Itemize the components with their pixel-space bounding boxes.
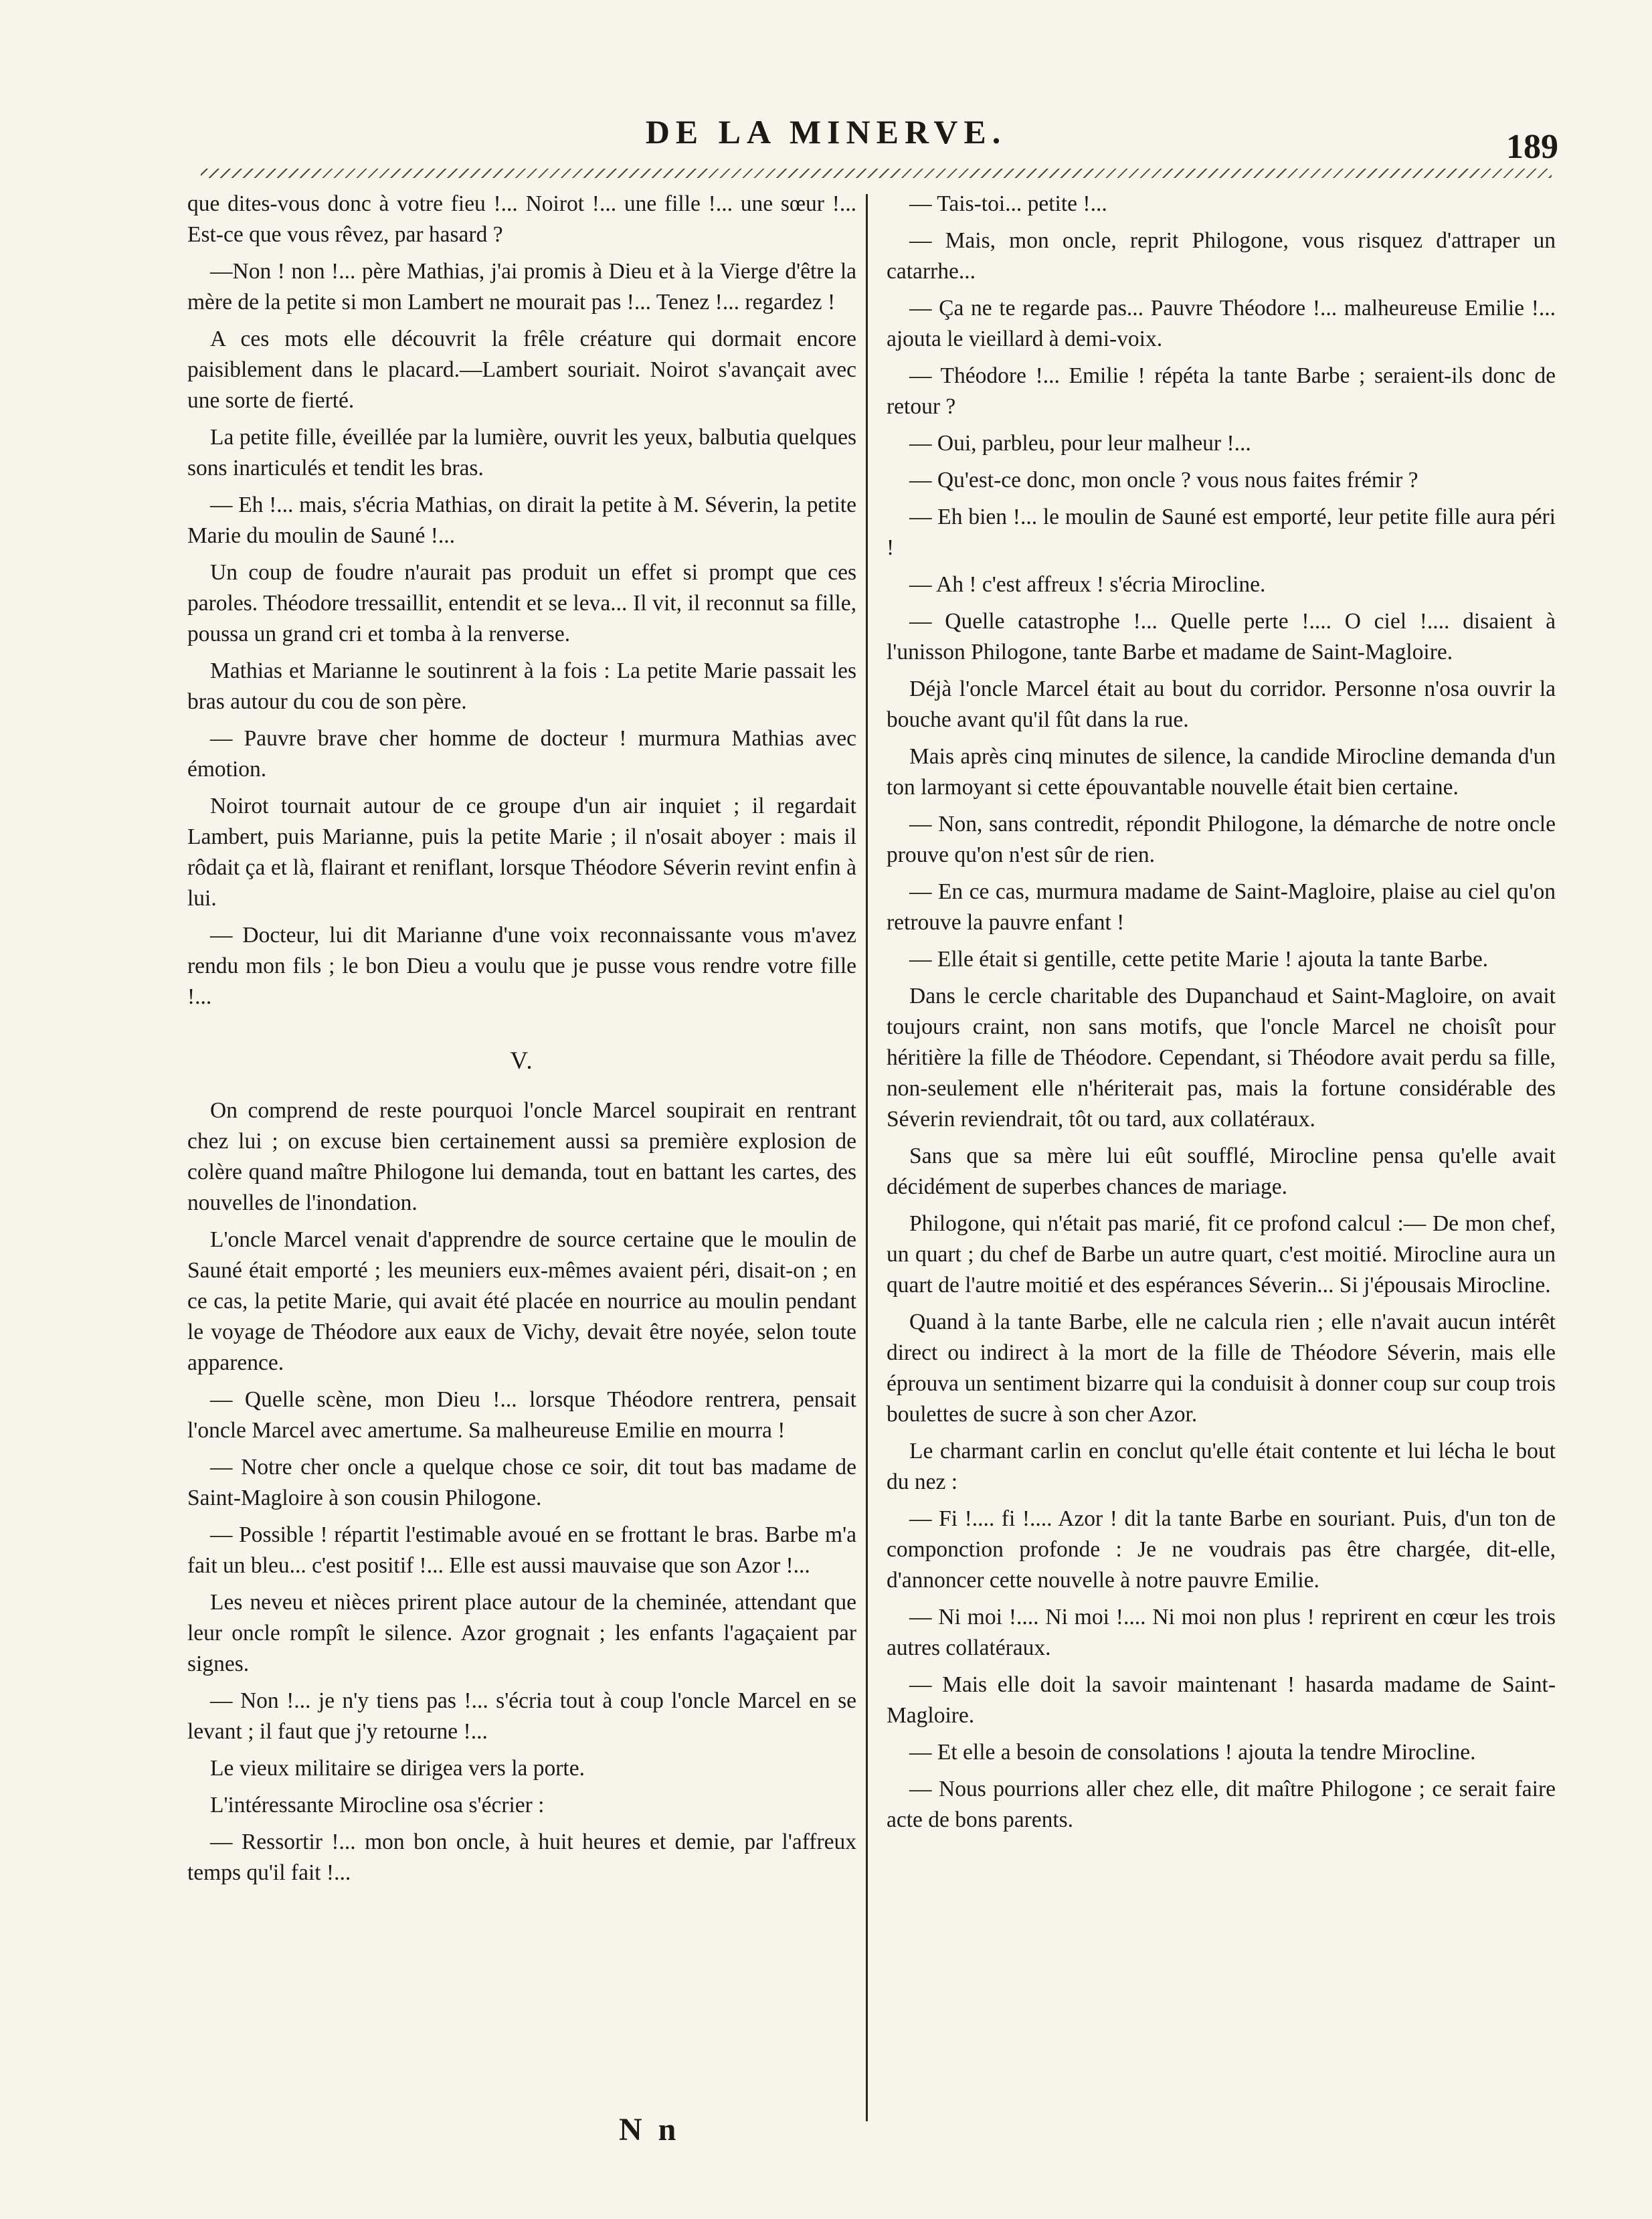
- right-column: [887, 189, 1556, 1842]
- paragraph: — Fi !.... fi !.... Azor ! dit la tante Barbe en souriant. Puis, d'un ton de componction profonde : Je ne voudrais pas être chargée, dit-elle, d'annoncer cette nouvelle à notre pauvre Emilie.: [887, 1506, 1556, 1593]
- paragraph: — Eh !... mais, s'écria Mathias, on dirait la petite à M. Séverin, la petite Marie du moulin de Sauné !...: [187, 493, 856, 548]
- paragraph: L'oncle Marcel venait d'apprendre de source certaine que le moulin de Sauné était emporté ; les meuniers eux-mêmes avaient péri, disait-on ; en ce cas, la petite Marie, qui avait été placée en nourrice au moulin pendant le voyage de Théodore aux eaux de Vichy, devait être noyée, selon toute apparence.: [187, 1227, 856, 1375]
- paragraph: — Docteur, lui dit Marianne d'une voix reconnaissante vous m'avez rendu mon fils ; le bon Dieu a voulu que je pusse vous rendre votre fille !...: [187, 923, 856, 1009]
- paragraph: Sans que sa mère lui eût soufflé, Mirocline pensa qu'elle avait décidément de superbes chances de mariage.: [887, 1144, 1556, 1199]
- paragraph: Dans le cercle charitable des Dupanchaud et Saint-Magloire, on avait toujours craint, non sans motifs, que l'oncle Marcel ne choisît pour héritière la fille de Théodore. Cependant, si Théodore avait perdu sa fille, non-seulement elle n'hériterait pas, mais la fortune considérable des Séverin reviendrait, tôt ou tard, aux collatéraux.: [887, 984, 1556, 1132]
- paragraph: — Elle était si gentille, cette petite Marie ! ajouta la tante Barbe.: [909, 947, 1489, 972]
- paragraph: — Eh bien !... le moulin de Sauné est emporté, leur petite fille aura péri !: [887, 505, 1556, 560]
- paragraph: La petite fille, éveillée par la lumière, ouvrit les yeux, balbutia quelques sons inarticulés et tendit les bras.: [187, 425, 856, 480]
- section-heading: V.: [510, 1047, 534, 1075]
- paragraph: — Quelle catastrophe !... Quelle perte !.... O ciel !.... disaient à l'unisson Philogone, tante Barbe et madame de Saint-Magloire.: [887, 609, 1556, 664]
- paragraph: Le charmant carlin en conclut qu'elle était contente et lui lécha le bout du nez :: [887, 1439, 1556, 1494]
- paragraph: — Mais, mon oncle, reprit Philogone, vous risquez d'attraper un catarrhe...: [887, 228, 1556, 284]
- paragraph: — Quelle scène, mon Dieu !... lorsque Théodore rentrera, pensait l'oncle Marcel avec amertume. Sa malheureuse Emilie en mourra !: [187, 1387, 856, 1443]
- paragraph: — Non !... je n'y tiens pas !... s'écria tout à coup l'oncle Marcel en se levant ; il faut que j'y retourne !...: [187, 1688, 856, 1744]
- paragraph: Noirot tournait autour de ce groupe d'un air inquiet ; il regardait Lambert, puis Marianne, puis la petite Marie ; il n'osait aboyer : mais il rôdait ça et là, flairant et reniflant, lorsque Théodore Séverin revint enfin à lui.: [187, 794, 856, 911]
- printer-signature: N n: [619, 2112, 680, 2147]
- paragraph: Philogone, qui n'était pas marié, fit ce profond calcul :— De mon chef, un quart ; du chef de Barbe un autre quart, c'est moitié. Mirocline aura un quart de l'autre moitié et des espérances Séverin... Si j'épousais Mirocline.: [887, 1211, 1556, 1298]
- paragraph: — Qu'est-ce donc, mon oncle ? vous nous faites frémir ?: [909, 468, 1418, 493]
- paragraph: — En ce cas, murmura madame de Saint-Magloire, plaise au ciel qu'on retrouve la pauvre enfant !: [887, 879, 1556, 935]
- paragraph: — Notre cher oncle a quelque chose ce soir, dit tout bas madame de Saint-Magloire à son cousin Philogone.: [187, 1455, 856, 1510]
- paragraph: Déjà l'oncle Marcel était au bout du corridor. Personne n'osa ouvrir la bouche avant qu'il fût dans la rue.: [887, 677, 1556, 732]
- paragraph: — Non, sans contredit, répondit Philogone, la démarche de notre oncle prouve qu'on n'est sûr de rien.: [887, 812, 1556, 867]
- paragraph: L'intéressante Mirocline osa s'écrier :: [210, 1793, 545, 1817]
- paragraph: Le vieux militaire se dirigea vers la porte.: [210, 1756, 585, 1781]
- paragraph: que dites-vous donc à votre fieu !... Noirot !... une fille !... une sœur !... Est-ce que vous rêvez, par hasard ?: [187, 191, 856, 247]
- column-divider: [866, 194, 868, 2121]
- paragraph: — Possible ! répartit l'estimable avoué en se frottant le bras. Barbe m'a fait un bleu... c'est positif !... Elle est aussi mauvaise que son Azor !...: [187, 1522, 856, 1578]
- paragraph: On comprend de reste pourquoi l'oncle Marcel soupirait en rentrant chez lui ; on excuse bien certainement aussi sa première explosion de colère quand maître Philogone lui demanda, tout en battant les cartes, des nouvelles de l'inondation.: [187, 1098, 856, 1215]
- paragraph: —Non ! non !... père Mathias, j'ai promis à Dieu et à la Vierge d'être la mère de la petite si mon Lambert ne mourait pas !... Tenez !... regardez !: [187, 259, 856, 315]
- paragraph: A ces mots elle découvrit la frêle créature qui dormait encore paisiblement dans le placard.—Lambert souriait. Noirot s'avançait avec une sorte de fierté.: [187, 327, 856, 413]
- paragraph: — Nous pourrions aller chez elle, dit maître Philogone ; ce serait faire acte de bons parents.: [887, 1777, 1556, 1832]
- paragraph: — Théodore !... Emilie ! répéta la tante Barbe ; seraient-ils donc de retour ?: [887, 363, 1556, 419]
- paragraph: Un coup de foudre n'aurait pas produit un effet si prompt que ces paroles. Théodore tressaillit, entendit et se leva... Il vit, il reconnut sa fille, poussa un grand cri et tomba à la renverse.: [187, 560, 856, 646]
- paragraph: — Mais elle doit la savoir maintenant ! hasarda madame de Saint-Magloire.: [887, 1672, 1556, 1728]
- paragraph: — Ni moi !.... Ni moi !.... Ni moi non plus ! reprirent en cœur les trois autres collatéraux.: [887, 1605, 1556, 1660]
- paragraph: Quand à la tante Barbe, elle ne calcula rien ; elle n'avait aucun intérêt direct ou indirect à la mort de la fille de Théodore Séverin, mais elle éprouva un sentiment bizarre qui la conduisit à donner coup sur coup trois boulettes de sucre à son cher Azor.: [887, 1310, 1556, 1427]
- paragraph: — Ah ! c'est affreux ! s'écria Mirocline.: [909, 572, 1266, 597]
- paragraph: — Pauvre brave cher homme de docteur ! murmura Mathias avec émotion.: [187, 726, 856, 782]
- left-column: [187, 189, 856, 1894]
- paragraph: — Oui, parbleu, pour leur malheur !...: [909, 431, 1251, 456]
- paragraph: — Tais-toi... petite !...: [909, 191, 1107, 216]
- running-title: DE LA MINERVE.: [645, 113, 1007, 151]
- paragraph: — Ressortir !... mon bon oncle, à huit heures et demie, par l'affreux temps qu'il fait !...: [187, 1830, 856, 1885]
- paragraph: — Et elle a besoin de consolations ! ajouta la tendre Mirocline.: [909, 1740, 1476, 1765]
- paragraph: Mathias et Marianne le soutinrent à la fois : La petite Marie passait les bras autour du cou de son père.: [187, 658, 856, 714]
- paragraph: Les neveu et nièces prirent place autour de la cheminée, attendant que leur oncle rompît le silence. Azor grognait ; les enfants l'agaçaient par signes.: [187, 1590, 856, 1676]
- paragraph: — Ça ne te regarde pas... Pauvre Théodore !... malheureuse Emilie !... ajouta le vieillard à demi-voix.: [887, 296, 1556, 351]
- paragraph: Mais après cinq minutes de silence, la candide Mirocline demanda d'un ton larmoyant si cette épouvantable nouvelle était bien certaine.: [887, 744, 1556, 800]
- header-rule: [201, 169, 1552, 178]
- page-number: 189: [1506, 128, 1558, 166]
